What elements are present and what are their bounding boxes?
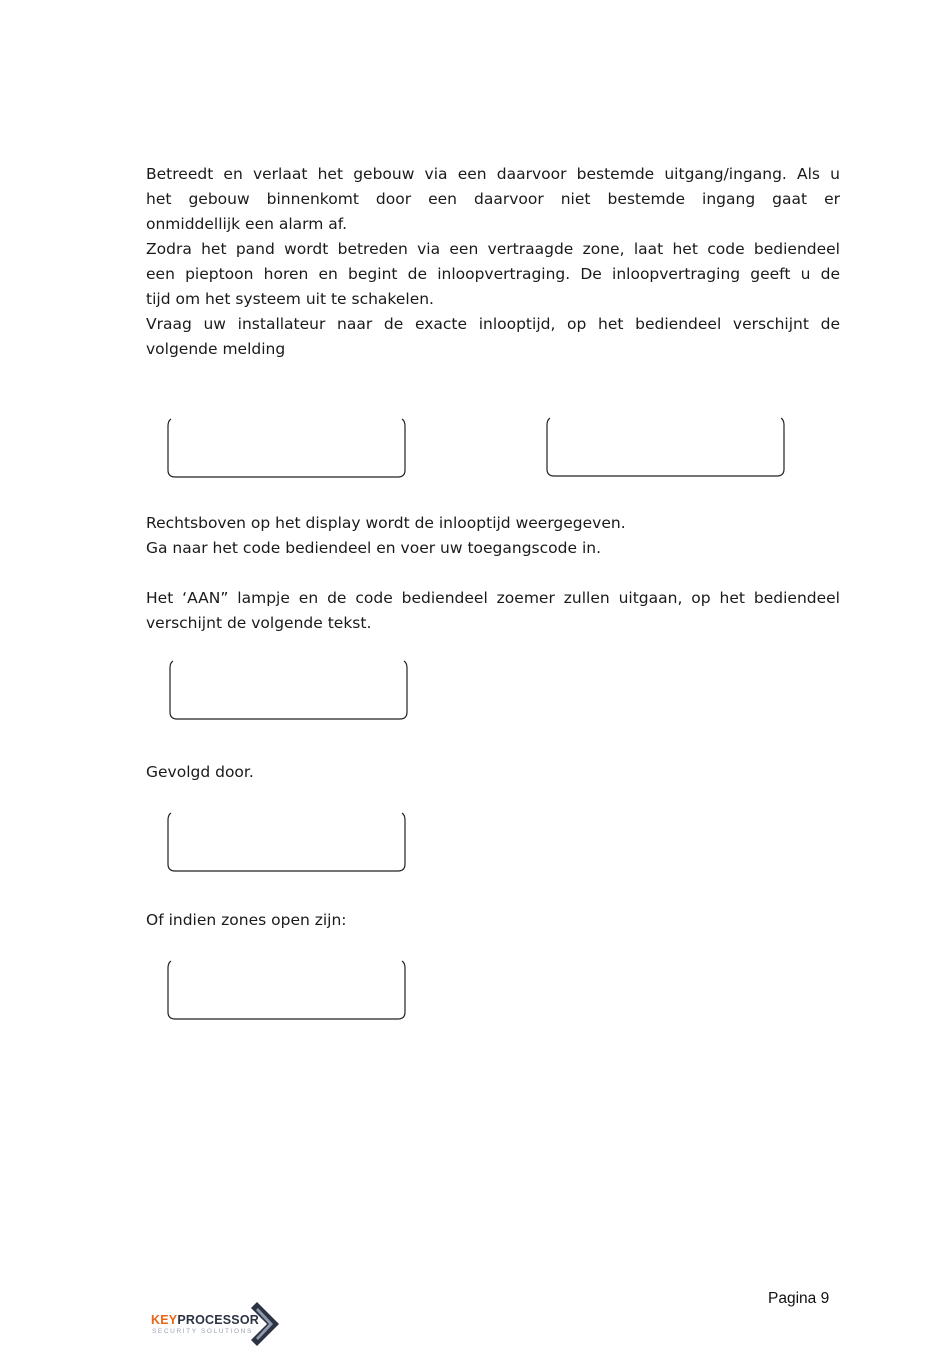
followed-by-label bbox=[146, 760, 840, 785]
text-line: een pieptoon horen en begint de inloopvertraging. De inloopvertraging geeft u de bbox=[146, 265, 840, 283]
text-line: Gevolgd door. bbox=[146, 763, 254, 781]
text-line: Zodra het pand wordt betreden via een vertraagde zone, laat het code bediendeel bbox=[146, 240, 840, 258]
page-number: Pagina 9 bbox=[768, 1290, 830, 1307]
text-line: verschijnt de volgende tekst. bbox=[146, 614, 372, 632]
intro-paragraph bbox=[146, 162, 840, 362]
text-line: het gebouw binnenkomt door een daarvoor niet bestemde ingang gaat er bbox=[146, 190, 840, 208]
text-line: volgende melding bbox=[146, 340, 286, 358]
lcd-display-frame bbox=[167, 418, 405, 476]
text-line: Ga naar het code bediendeel en voer uw toegangscode in. bbox=[146, 539, 601, 557]
text-line: Het ‘AAN” lampje en de code bediendeel zoemer zullen uitgaan, op het bediendeel bbox=[146, 589, 840, 607]
text-line: Rechtsboven op het display wordt de inlooptijd weergegeven. bbox=[146, 514, 626, 532]
text-line: Vraag uw installateur naar de exacte inlooptijd, op het bediendeel verschijnt de bbox=[146, 315, 840, 333]
lcd-display-frame bbox=[169, 660, 407, 718]
text-line: onmiddellijk een alarm af. bbox=[146, 215, 348, 233]
logo-tagline: SECURITY SOLUTIONS bbox=[152, 1328, 253, 1335]
text-line: tijd om het systeem uit te schakelen. bbox=[146, 290, 434, 308]
open-zones-label bbox=[146, 908, 840, 933]
text-line: Of indien zones open zijn: bbox=[146, 911, 347, 929]
lcd-display-frame bbox=[167, 812, 405, 870]
chevron-arrow-icon bbox=[245, 1300, 285, 1350]
text-line: Betreedt en verlaat het gebouw via een daarvoor bestemde uitgang/ingang. Als u bbox=[146, 165, 840, 183]
lcd-display-frame bbox=[546, 417, 784, 475]
status-paragraph bbox=[146, 586, 840, 636]
lcd-display-frame bbox=[167, 960, 405, 1018]
company-logo bbox=[150, 1300, 290, 1350]
logo-wordmark: KEYPROCESSOR bbox=[151, 1313, 259, 1327]
instruction-paragraph bbox=[146, 511, 840, 561]
